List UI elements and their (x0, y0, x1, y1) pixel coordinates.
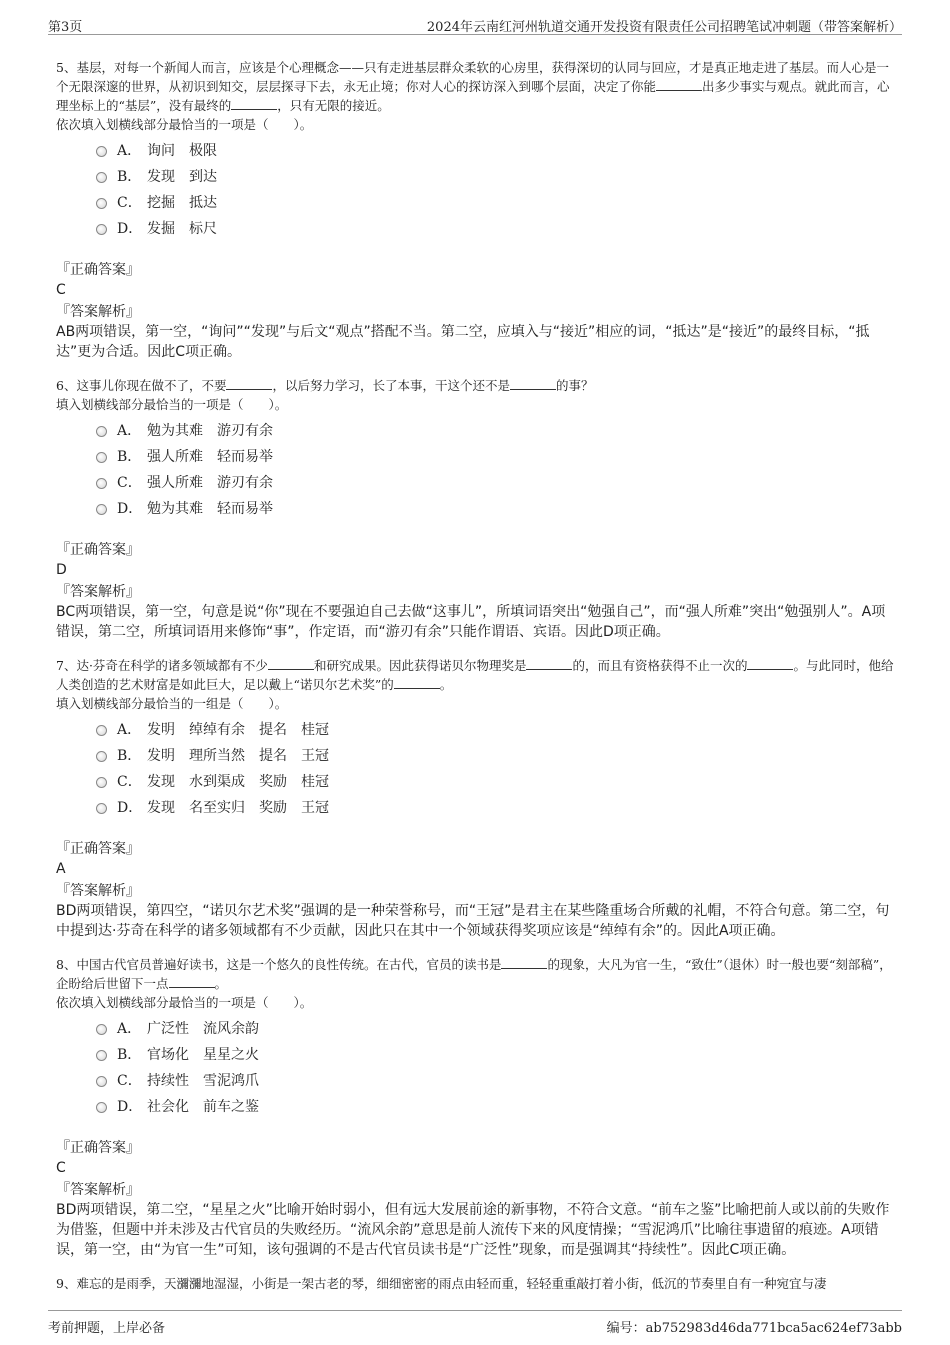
blank-underline (526, 657, 572, 670)
option-label: B． (117, 1047, 142, 1063)
option-text: 发明 绰绰有余 提名 桂冠 (147, 722, 329, 738)
explanation-text: BD两项错误，第四空，“诺贝尔艺术奖”强调的是一种荣誉称号，而“王冠”是君主在某些隆重场合所戴的礼帽，不符合句意。第二空，句中提到达·芬奇在科学的诸多领域都有不少贡献，因此只在其中一个领域获得奖项应该是“绰绰有余”的。因此A项正确。 (56, 903, 890, 939)
question-prompt: 依次填入划横线部分最恰当的一项是（ ）。 (56, 117, 313, 132)
page-number: 第3页 (48, 20, 83, 35)
option-label: C． (117, 475, 142, 491)
option-row[interactable] (96, 470, 894, 496)
answer-heading: 『正确答案』 (56, 1140, 140, 1156)
option-label: D． (117, 1099, 143, 1115)
option-text: 发掘 标尺 (147, 221, 217, 237)
option-text: 勉为其难 游刃有余 (147, 423, 273, 439)
option-row[interactable] (96, 164, 894, 190)
question-text (56, 58, 894, 115)
option-text: 发明 理所当然 提名 王冠 (147, 748, 329, 764)
options-list (96, 418, 894, 522)
option-label: B． (117, 449, 142, 465)
explanation-heading: 『答案解析』 (56, 883, 140, 899)
option-text: 强人所难 轻而易举 (147, 449, 273, 465)
option-label: A． (117, 1021, 142, 1037)
option-label: A． (117, 143, 142, 159)
option-text: 社会化 前车之鉴 (147, 1099, 259, 1115)
radio-button-icon[interactable] (96, 1102, 107, 1113)
option-row[interactable] (96, 418, 894, 444)
question-block (56, 376, 894, 642)
question-block (56, 656, 894, 941)
option-row[interactable] (96, 1016, 894, 1042)
question-block (56, 955, 894, 1260)
blank-underline (510, 377, 556, 390)
question-text-segment: ，以后努力学习，长了本事，干这个还不是 (272, 378, 510, 393)
question-list (56, 58, 894, 1300)
option-text: 广泛性 流风余韵 (147, 1021, 259, 1037)
blank-underline (226, 377, 272, 390)
radio-button-icon[interactable] (96, 751, 107, 762)
option-row[interactable] (96, 190, 894, 216)
question-text-segment: 6、这事儿你现在做不了，不要 (56, 378, 227, 393)
question-text (56, 376, 894, 395)
answer-block (56, 260, 894, 362)
correct-answer: D (56, 562, 67, 578)
blank-underline (268, 657, 314, 670)
radio-button-icon[interactable] (96, 478, 107, 489)
option-text: 勉为其难 轻而易举 (147, 501, 273, 517)
option-text: 发现 到达 (147, 169, 217, 185)
option-row[interactable] (96, 795, 894, 821)
question-prompt: 填入划横线部分最恰当的一组是（ ）。 (56, 696, 288, 711)
option-label: D． (117, 501, 143, 517)
answer-block (56, 540, 894, 642)
radio-button-icon[interactable] (96, 426, 107, 437)
correct-answer: C (56, 282, 66, 298)
question-text-segment: 5、基层，对每一个新闻人而言，应该是个心理概念——只有走进基层群众柔软的心房里，获得深切的认同与回应，才是真正地走进了基层。而人心是一个无限深邃的世界，从初识到知交，层层探寻下去，永无止境；你对人心的探访深入到哪个层面，决定了你能 (56, 60, 889, 94)
question-text-segment: 的现象，大凡为官一生，“致仕”（退休）时一般也要“刻部稿”，企盼给后世留下一点 (56, 957, 892, 991)
page-footer (48, 1310, 902, 1335)
question-text (56, 656, 894, 694)
radio-button-icon[interactable] (96, 725, 107, 736)
option-label: B． (117, 748, 142, 764)
answer-heading: 『正确答案』 (56, 262, 140, 278)
question-text-segment: 的，而且有资格获得不止一次的 (572, 658, 748, 673)
explanation-heading: 『答案解析』 (56, 584, 140, 600)
question-text-segment: 。 (439, 677, 453, 692)
blank-underline (747, 657, 793, 670)
question-prompt: 依次填入划横线部分最恰当的一项是（ ）。 (56, 995, 313, 1010)
question-text-segment: ，只有无限的接近。 (277, 98, 390, 113)
explanation-text: AB两项错误，第一空，“询问”“发现”与后文“观点”搭配不当。第二空，应填入与“接近”相应的词，“抵达”是“接近”的最终目标，“抵达”更为合适。因此C项正确。 (56, 324, 870, 360)
explanation-heading: 『答案解析』 (56, 304, 140, 320)
option-text: 强人所难 游刃有余 (147, 475, 273, 491)
question-text-segment: 。 (214, 976, 228, 991)
radio-button-icon[interactable] (96, 198, 107, 209)
option-label: B． (117, 169, 142, 185)
question-block (56, 1274, 894, 1293)
option-row[interactable] (96, 1094, 894, 1120)
options-list (96, 138, 894, 242)
option-row[interactable] (96, 216, 894, 242)
radio-button-icon[interactable] (96, 777, 107, 788)
option-row[interactable] (96, 717, 894, 743)
option-row[interactable] (96, 1068, 894, 1094)
option-label: C． (117, 1073, 142, 1089)
explanation-text: BD两项错误，第二空，“星星之火”比喻开始时弱小，但有远大发展前途的新事物，不符合文意。“前车之鉴”比喻把前人或以前的失败作为借鉴，但题中并未涉及古代官员的失败经历。“流风余韵”意思是前人流传下来的风度情操；“雪泥鸿爪”比喻往事遗留的痕迹。A项错误，第一空，由“为官一生”可知，该句强调的不是古代官员读书是“广泛性”现象，而是强调其“持续性”。因此C项正确。 (56, 1202, 890, 1258)
question-text (56, 1274, 894, 1293)
options-list (96, 1016, 894, 1120)
option-text: 挖掘 抵达 (147, 195, 217, 211)
blank-underline (231, 97, 277, 110)
question-text-segment: 。与此同时，他给人类创造的艺术财富是如此巨大，足以戴上“诺贝尔艺术奖”的 (56, 658, 894, 692)
question-text-segment: 出多少事实与观点。就此而言，心理坐标上的“基层”，没有最终的 (56, 79, 890, 113)
option-text: 发现 水到渠成 奖励 桂冠 (147, 774, 329, 790)
document-id: 编号：ab752983d46da771bca5ac624ef73abb (606, 1321, 902, 1336)
option-text: 持续性 雪泥鸿爪 (147, 1073, 259, 1089)
question-text-segment: 的事？ (555, 378, 594, 393)
radio-button-icon[interactable] (96, 1024, 107, 1035)
blank-underline (169, 975, 215, 988)
option-text: 发现 名至实归 奖励 王冠 (147, 800, 329, 816)
radio-button-icon[interactable] (96, 803, 107, 814)
footer-slogan: 考前押题，上岸必备 (48, 1321, 166, 1336)
radio-button-icon[interactable] (96, 504, 107, 515)
answer-heading: 『正确答案』 (56, 841, 140, 857)
question-prompt: 填入划横线部分最恰当的一项是（ ）。 (56, 397, 288, 412)
option-label: A． (117, 722, 142, 738)
radio-button-icon[interactable] (96, 1076, 107, 1087)
option-label: C． (117, 195, 142, 211)
page-header (48, 14, 902, 35)
option-label: C． (117, 774, 142, 790)
answer-block (56, 839, 894, 941)
option-row[interactable] (96, 138, 894, 164)
explanation-heading: 『答案解析』 (56, 1182, 140, 1198)
option-text: 询问 极限 (147, 143, 217, 159)
options-list (96, 717, 894, 821)
option-label: D． (117, 800, 143, 816)
correct-answer: A (56, 861, 66, 877)
blank-underline (394, 676, 440, 689)
option-label: D． (117, 221, 143, 237)
option-label: A． (117, 423, 142, 439)
explanation-text: BC两项错误，第一空，句意是说“你”现在不要强迫自己去做“这事儿”，所填词语突出“勉强自己”，而“强人所难”突出“勉强别人”。A项错误，第二空，所填词语用来修饰“事”，作定语，而“游刃有余”只能作谓语、宾语。因此D项正确。 (56, 604, 886, 640)
question-text (56, 955, 894, 993)
option-text: 官场化 星星之火 (147, 1047, 259, 1063)
option-row[interactable] (96, 496, 894, 522)
question-text-segment: 8、中国古代官员普遍好读书，这是一个悠久的良性传统。在古代，官员的读书是 (56, 957, 502, 972)
question-text-segment: 9、难忘的是雨季，天瀰瀰地湿湿，小街是一架古老的琴，细细密密的雨点由轻而重，轻轻重重敲打着小街，低沉的节奏里自有一种宛宜与凄 (56, 1276, 827, 1291)
answer-block (56, 1138, 894, 1260)
radio-button-icon[interactable] (96, 146, 107, 157)
answer-heading: 『正确答案』 (56, 542, 140, 558)
correct-answer: C (56, 1160, 66, 1176)
option-row[interactable] (96, 444, 894, 470)
option-row[interactable] (96, 1042, 894, 1068)
radio-button-icon[interactable] (96, 172, 107, 183)
option-row[interactable] (96, 743, 894, 769)
question-text-segment: 和研究成果。因此获得诺贝尔物理奖是 (313, 658, 527, 673)
question-block (56, 58, 894, 362)
blank-underline (501, 956, 547, 969)
blank-underline (656, 78, 702, 91)
radio-button-icon[interactable] (96, 224, 107, 235)
question-text-segment: 7、达·芬奇在科学的诸多领域都有不少 (56, 658, 268, 673)
radio-button-icon[interactable] (96, 452, 107, 463)
document-title: 2024年云南红河州轨道交通开发投资有限责任公司招聘笔试冲刺题（带答案解析） (426, 20, 902, 35)
radio-button-icon[interactable] (96, 1050, 107, 1061)
option-row[interactable] (96, 769, 894, 795)
